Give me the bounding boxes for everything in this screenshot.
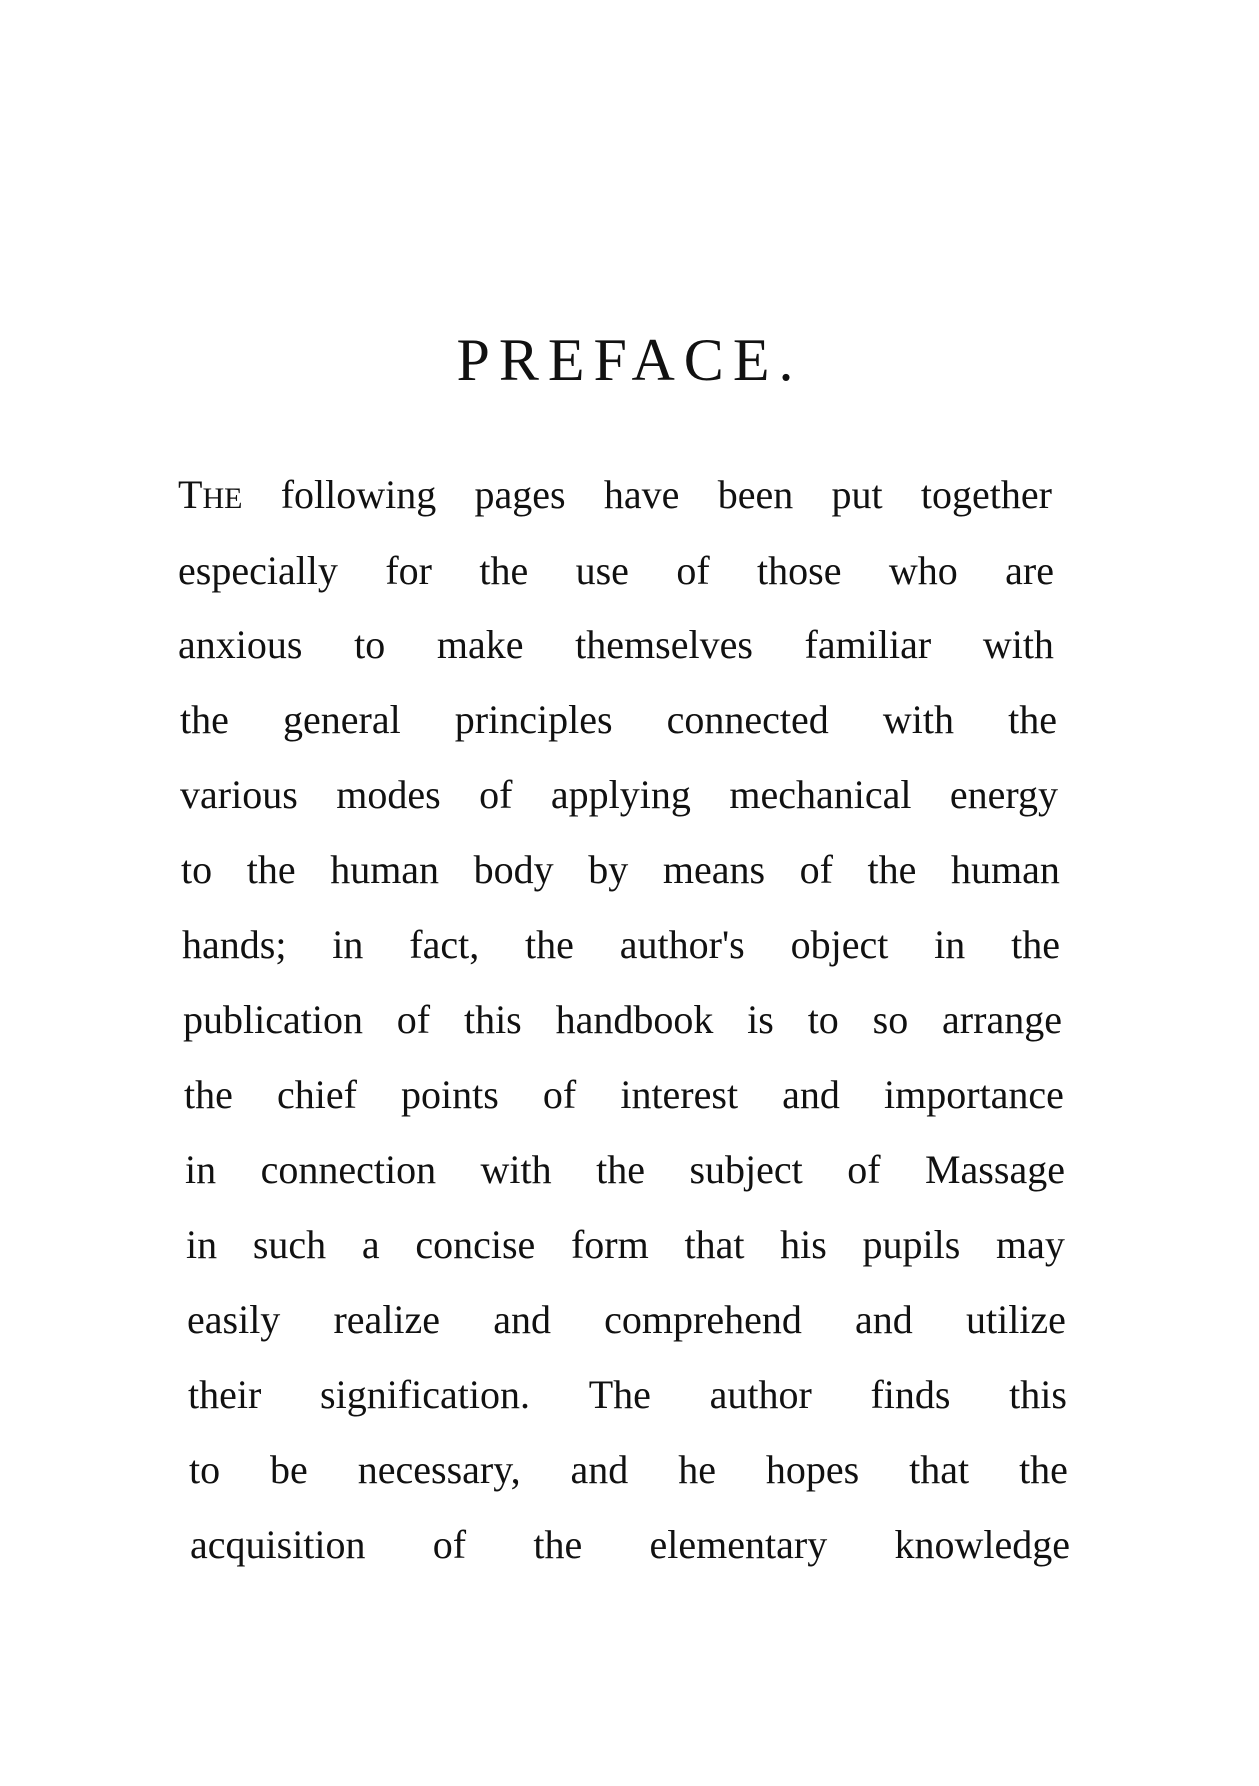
text-word: body <box>473 847 554 892</box>
text-word: energy <box>949 772 1058 817</box>
text-word: make <box>436 622 524 667</box>
text-word: pupils <box>862 1222 961 1267</box>
text-word: those <box>757 548 842 593</box>
text-word: by <box>588 847 629 892</box>
page-title: PREFACE. <box>456 327 803 393</box>
text-word: such <box>252 1222 327 1267</box>
text-word: necessary, <box>357 1447 521 1492</box>
text-word: together <box>920 472 1052 517</box>
text-word: following <box>280 472 437 517</box>
text-word: put <box>831 472 883 517</box>
text-word: hands; <box>182 922 287 967</box>
text-word: in <box>332 922 364 967</box>
text-word: general <box>282 697 401 742</box>
text-word: of <box>479 772 513 817</box>
text-word: publication <box>183 997 363 1042</box>
text-word: connection <box>260 1147 437 1192</box>
text-line <box>178 548 1054 593</box>
text-line <box>181 847 1060 892</box>
text-word: of <box>847 1147 881 1192</box>
text-word: in <box>934 922 966 967</box>
text-word: this <box>463 997 522 1042</box>
text-word: in <box>186 1222 218 1267</box>
text-word: modes <box>336 772 441 817</box>
text-word: are <box>1005 548 1054 593</box>
text-word: the <box>867 847 917 892</box>
text-word: especially <box>178 548 338 593</box>
text-word: author <box>709 1372 812 1417</box>
text-word: concise <box>415 1222 536 1267</box>
text-word: that <box>684 1222 745 1267</box>
text-word: author's <box>619 922 745 967</box>
text-line <box>187 1297 1066 1342</box>
text-word: that <box>909 1447 970 1492</box>
text-word: human <box>951 847 1060 892</box>
text-word: of <box>676 548 710 593</box>
text-line <box>182 922 1060 967</box>
text-word: and <box>855 1297 913 1342</box>
text-word: importance <box>884 1072 1064 1117</box>
text-word: elementary <box>649 1522 828 1567</box>
text-line <box>183 997 1062 1042</box>
text-word: to <box>181 847 213 892</box>
text-line <box>184 1072 1064 1117</box>
text-line <box>180 697 1057 742</box>
text-word: of <box>799 847 833 892</box>
text-line <box>178 472 1052 517</box>
text-word: the <box>479 548 529 593</box>
text-word: use <box>575 548 629 593</box>
text-line <box>189 1447 1068 1492</box>
text-word: means <box>662 847 766 892</box>
text-word: and <box>493 1297 551 1342</box>
text-word: familiar <box>804 622 932 667</box>
text-word: the <box>180 697 229 742</box>
text-word: comprehend <box>604 1297 802 1342</box>
text-word: the <box>1011 922 1060 967</box>
text-word: anxious <box>178 622 303 667</box>
text-word: have <box>603 472 680 517</box>
text-line <box>180 772 1058 817</box>
text-word: been <box>717 472 794 517</box>
text-word: various <box>180 772 298 817</box>
text-word: arrange <box>942 997 1062 1042</box>
text-word: hopes <box>765 1447 860 1492</box>
text-line <box>188 1372 1067 1417</box>
text-word: principles <box>454 697 613 742</box>
text-word: the <box>533 1522 583 1567</box>
text-line <box>186 1222 1065 1267</box>
text-word: who <box>888 548 958 593</box>
text-word: acquisition <box>190 1522 366 1567</box>
text-line <box>185 1147 1065 1192</box>
text-word: of <box>432 1522 467 1567</box>
text-word: subject <box>689 1147 803 1192</box>
text-word: to <box>354 622 386 667</box>
text-word: handbook <box>555 997 714 1042</box>
text-line <box>178 622 1054 667</box>
text-word: his <box>780 1222 827 1267</box>
text-word: so <box>872 997 909 1042</box>
text-word: the <box>1019 1447 1068 1492</box>
text-word: interest <box>620 1072 739 1117</box>
text-word: and <box>782 1072 840 1117</box>
text-word: Massage <box>924 1147 1065 1192</box>
text-word: the <box>184 1072 233 1117</box>
text-word: in <box>185 1147 217 1192</box>
text-word: connected <box>666 697 829 742</box>
text-word: is <box>747 997 774 1042</box>
text-word: The <box>588 1372 651 1417</box>
text-word: with <box>882 697 955 742</box>
text-word: with <box>982 622 1054 667</box>
text-word: this <box>1009 1372 1067 1417</box>
text-word: to <box>807 997 839 1042</box>
text-word: and <box>570 1447 629 1492</box>
text-word: realize <box>333 1297 441 1342</box>
text-word: utilize <box>965 1297 1066 1342</box>
text-word: with <box>480 1147 552 1192</box>
text-word: finds <box>870 1372 951 1417</box>
text-word: the <box>596 1147 645 1192</box>
text-word: he <box>678 1447 716 1492</box>
text-word: to <box>189 1447 221 1492</box>
text-word: a <box>361 1222 380 1267</box>
text-word: be <box>270 1447 308 1492</box>
text-word: fact, <box>409 922 480 967</box>
text-word: object <box>790 922 889 967</box>
text-word: the <box>1008 697 1057 742</box>
text-word: chief <box>276 1072 357 1117</box>
text-word: easily <box>187 1297 281 1342</box>
text-word: signification. <box>320 1372 530 1417</box>
text-word: the <box>246 847 296 892</box>
text-word: pages <box>474 472 566 517</box>
text-word: human <box>330 847 440 892</box>
text-word: for <box>385 548 432 593</box>
text-word: mechanical <box>729 772 912 817</box>
text-word: themselves <box>575 622 753 667</box>
text-word: the <box>525 922 574 967</box>
text-word: their <box>188 1372 262 1417</box>
text-word: knowledge <box>894 1522 1070 1567</box>
text-word: THE <box>178 472 243 517</box>
text-word: applying <box>550 772 691 817</box>
text-word: form <box>570 1222 649 1267</box>
text-word: of <box>542 1072 577 1117</box>
text-word: of <box>396 997 431 1042</box>
text-line <box>190 1522 1070 1567</box>
text-word: points <box>401 1072 499 1117</box>
text-word: may <box>996 1222 1065 1267</box>
